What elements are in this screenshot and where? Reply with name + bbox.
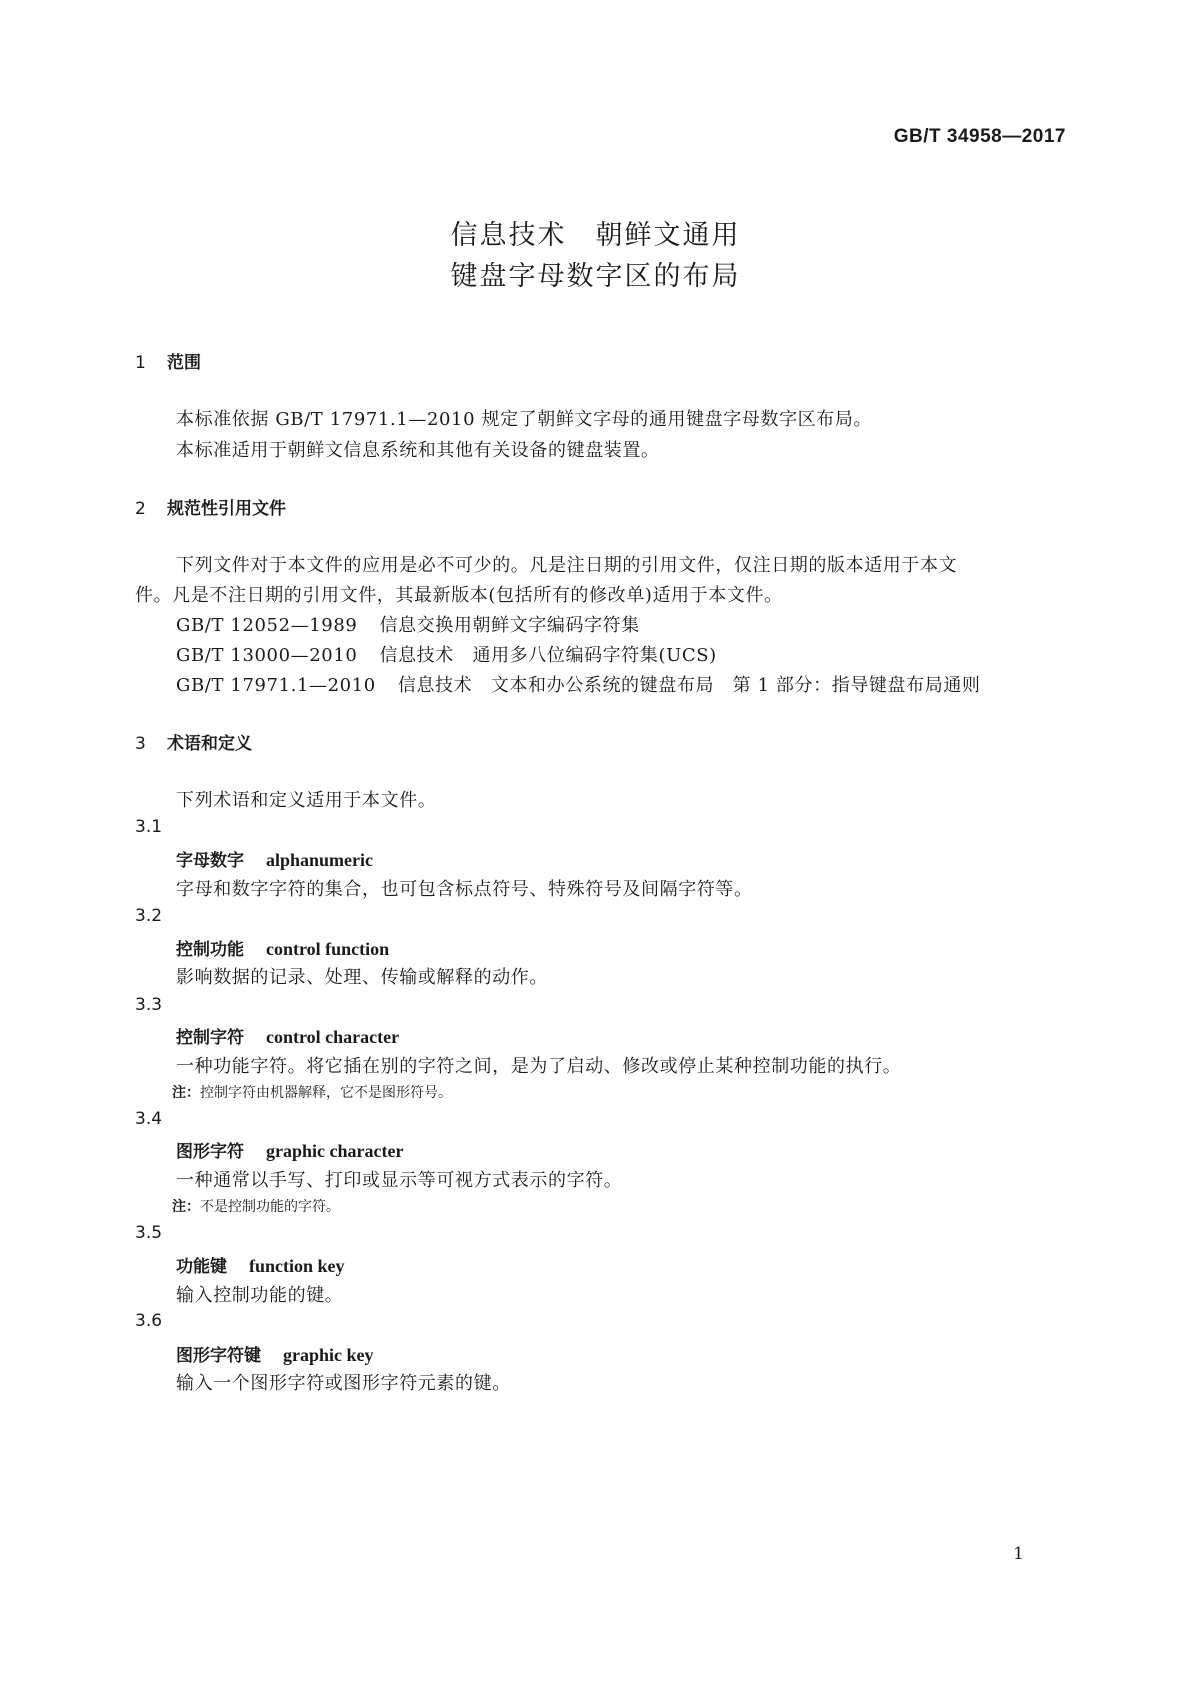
section-title: 范围 bbox=[167, 353, 201, 373]
section-number: 1 bbox=[135, 353, 146, 373]
note-text: 不是控制功能的字符。 bbox=[200, 1199, 340, 1215]
term-en: graphic key bbox=[283, 1345, 374, 1365]
reference-item bbox=[176, 671, 981, 697]
term-zh: 字母数字 bbox=[176, 851, 244, 871]
document-title-line1: 信息技术 朝鲜文通用 bbox=[450, 220, 741, 251]
term-number: 3.4 bbox=[135, 1109, 163, 1129]
term-heading bbox=[176, 1252, 345, 1277]
term-en: alphanumeric bbox=[266, 850, 374, 870]
term-zh: 功能键 bbox=[176, 1257, 227, 1277]
term-note bbox=[172, 1082, 452, 1102]
term-definition: 影响数据的记录、处理、传输或解释的动作。 bbox=[176, 967, 548, 988]
section-3-heading bbox=[135, 729, 252, 754]
paragraph: 下列术语和定义适用于本文件。 bbox=[176, 790, 437, 811]
reference-code: GB/T 17971.1—2010 bbox=[176, 675, 376, 696]
reference-title: 信息技术 通用多八位编码字符集(UCS) bbox=[379, 645, 717, 666]
paragraph-line: 下列文件对于本文件的应用是必不可少的。凡是注日期的引用文件，仅注日期的版本适用于本文 bbox=[176, 555, 958, 576]
note-label: 注： bbox=[172, 1199, 200, 1215]
reference-title: 信息技术 文本和办公系统的键盘布局 第 1 部分：指导键盘布局通则 bbox=[397, 675, 981, 696]
reference-code: GB/T 13000—2010 bbox=[176, 645, 358, 666]
note-text: 控制字符由机器解释，它不是图形符号。 bbox=[200, 1085, 452, 1101]
term-heading bbox=[176, 1137, 403, 1162]
term-en: function key bbox=[249, 1256, 345, 1276]
term-number: 3.6 bbox=[135, 1311, 163, 1331]
section-title: 术语和定义 bbox=[167, 734, 252, 754]
reference-item bbox=[176, 641, 717, 667]
term-heading bbox=[176, 1341, 374, 1366]
reference-item bbox=[176, 611, 640, 637]
term-number: 3.2 bbox=[135, 906, 163, 926]
term-definition: 一种功能字符。将它插在别的字符之间，是为了启动、修改或停止某种控制功能的执行。 bbox=[176, 1056, 902, 1077]
standard-number: GB/T 34958—2017 bbox=[893, 126, 1066, 147]
term-definition: 字母和数字字符的集合，也可包含标点符号、特殊符号及间隔字符等。 bbox=[176, 879, 753, 900]
section-1-heading bbox=[135, 348, 201, 373]
section-number: 3 bbox=[135, 734, 146, 754]
term-zh: 图形字符键 bbox=[176, 1346, 261, 1366]
term-heading bbox=[176, 1023, 399, 1048]
term-en: control character bbox=[266, 1027, 400, 1047]
term-zh: 控制功能 bbox=[176, 940, 244, 960]
reference-title: 信息交换用朝鲜文字编码字符集 bbox=[379, 615, 640, 636]
reference-code: GB/T 12052—1989 bbox=[176, 615, 358, 636]
note-label: 注： bbox=[172, 1085, 200, 1101]
term-heading bbox=[176, 846, 373, 871]
term-number: 3.5 bbox=[135, 1223, 163, 1243]
term-number: 3.3 bbox=[135, 995, 163, 1015]
section-2-heading bbox=[135, 494, 286, 519]
term-definition: 输入一个图形字符或图形字符元素的键。 bbox=[176, 1373, 511, 1394]
document-title-line2: 键盘字母数字区的布局 bbox=[450, 261, 741, 292]
term-en: graphic character bbox=[266, 1141, 404, 1161]
paragraph: 本标准适用于朝鲜文信息系统和其他有关设备的键盘装置。 bbox=[176, 440, 660, 461]
term-zh: 图形字符 bbox=[176, 1142, 244, 1162]
term-heading bbox=[176, 935, 389, 960]
paragraph-line: 件。凡是不注日期的引用文件，其最新版本(包括所有的修改单)适用于本文件。 bbox=[135, 585, 783, 606]
term-number: 3.1 bbox=[135, 817, 163, 837]
term-zh: 控制字符 bbox=[176, 1028, 244, 1048]
term-definition: 输入控制功能的键。 bbox=[176, 1285, 344, 1306]
section-title: 规范性引用文件 bbox=[167, 499, 286, 519]
paragraph: 本标准依据 GB/T 17971.1—2010 规定了朝鲜文字母的通用键盘字母数字区布局。 bbox=[176, 409, 873, 430]
term-en: control function bbox=[266, 939, 390, 959]
section-number: 2 bbox=[135, 499, 146, 519]
term-definition: 一种通常以手写、打印或显示等可视方式表示的字符。 bbox=[176, 1170, 623, 1191]
page-number: 1 bbox=[1013, 1544, 1024, 1564]
term-note bbox=[172, 1196, 340, 1216]
